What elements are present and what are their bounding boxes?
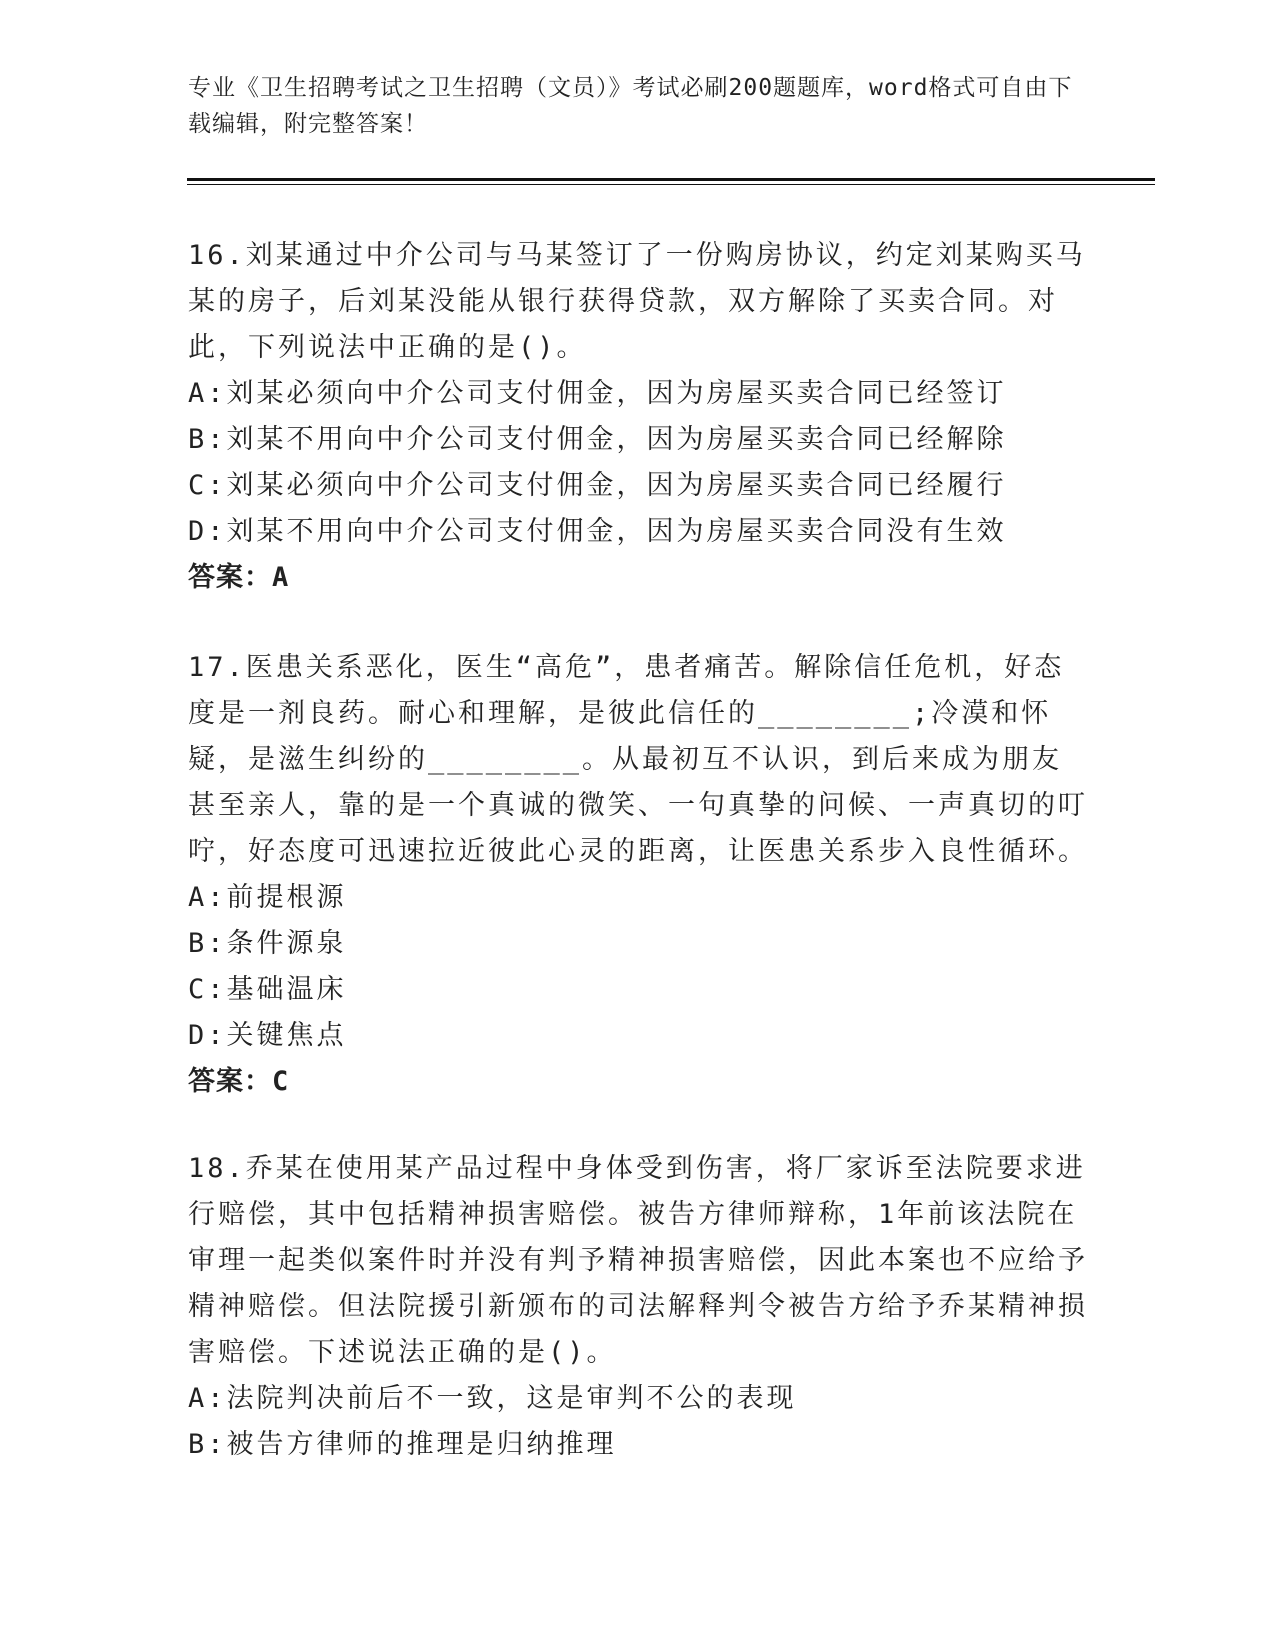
question-stem: 17.医患关系恶化，医生“高危”，患者痛苦。解除信任危机，好态度是一剂良药。耐心和理解，是彼此信任的________;冷漠和怀疑，是滋生纠纷的________。从最初互不认识，到后来成为朋友甚至亲人，靠的是一个真诚的微笑、一句真挚的问候、一声真切的叮咛，好态度可迅速拉近彼此心灵的距离，让医患关系步入良性循环。 bbox=[188, 652, 1088, 867]
option-key: A: bbox=[188, 882, 227, 913]
question-stem: 18.乔某在使用某产品过程中身体受到伤害，将厂家诉至法院要求进行赔偿，其中包括精神损害赔偿。被告方律师辩称，1年前该法院在审理一起类似案件时并没有判予精神损害赔偿，因此本案也不应给予精神赔偿。但法院援引新颁布的司法解释判令被告方给予乔某精神损害赔偿。下述说法正确的是()。 bbox=[188, 1153, 1088, 1368]
answer-line: 答案：A bbox=[188, 562, 290, 593]
option-text: 法院判决前后不一致，这是审判不公的表现 bbox=[226, 1383, 797, 1414]
option-b bbox=[188, 921, 1088, 967]
option-text: 条件源泉 bbox=[226, 928, 347, 959]
option-key: C: bbox=[188, 974, 227, 1005]
header-divider-thick bbox=[187, 178, 1155, 181]
option-key: A: bbox=[188, 378, 227, 409]
option-b bbox=[188, 1422, 1088, 1468]
answer-line: 答案：C bbox=[188, 1066, 290, 1097]
option-text: 基础温床 bbox=[226, 974, 347, 1005]
option-text: 刘某不用向中介公司支付佣金，因为房屋买卖合同没有生效 bbox=[226, 516, 1007, 547]
option-a bbox=[188, 875, 1088, 921]
option-d bbox=[188, 509, 1088, 555]
option-key: D: bbox=[188, 516, 227, 547]
option-b bbox=[188, 417, 1088, 463]
option-a bbox=[188, 371, 1088, 417]
option-key: C: bbox=[188, 470, 227, 501]
option-key: D: bbox=[188, 1020, 227, 1051]
option-text: 刘某不用向中介公司支付佣金，因为房屋买卖合同已经解除 bbox=[226, 424, 1007, 455]
header-divider-thin bbox=[187, 184, 1155, 185]
option-key: B: bbox=[188, 928, 227, 959]
option-key: A: bbox=[188, 1383, 227, 1414]
option-key: B: bbox=[188, 424, 227, 455]
option-text: 刘某必须向中介公司支付佣金，因为房屋买卖合同已经签订 bbox=[226, 378, 1007, 409]
option-text: 关键焦点 bbox=[226, 1020, 347, 1051]
option-text: 前提根源 bbox=[226, 882, 347, 913]
option-key: B: bbox=[188, 1429, 227, 1460]
option-text: 被告方律师的推理是归纳推理 bbox=[226, 1429, 617, 1460]
question-18 bbox=[188, 1146, 1088, 1468]
document-header bbox=[188, 70, 1088, 142]
question-stem: 16.刘某通过中介公司与马某签订了一份购房协议，约定刘某购买马某的房子，后刘某没能从银行获得贷款，双方解除了买卖合同。对此，下列说法中正确的是()。 bbox=[188, 240, 1086, 363]
question-16 bbox=[188, 233, 1088, 601]
header-title: 专业《卫生招聘考试之卫生招聘（文员）》考试必刷200题题库，word格式可自由下载编辑，附完整答案！ bbox=[188, 75, 1073, 137]
option-c bbox=[188, 463, 1088, 509]
option-c bbox=[188, 967, 1088, 1013]
option-text: 刘某必须向中介公司支付佣金，因为房屋买卖合同已经履行 bbox=[226, 470, 1007, 501]
option-d bbox=[188, 1013, 1088, 1059]
question-17 bbox=[188, 645, 1088, 1105]
option-a bbox=[188, 1376, 1088, 1422]
